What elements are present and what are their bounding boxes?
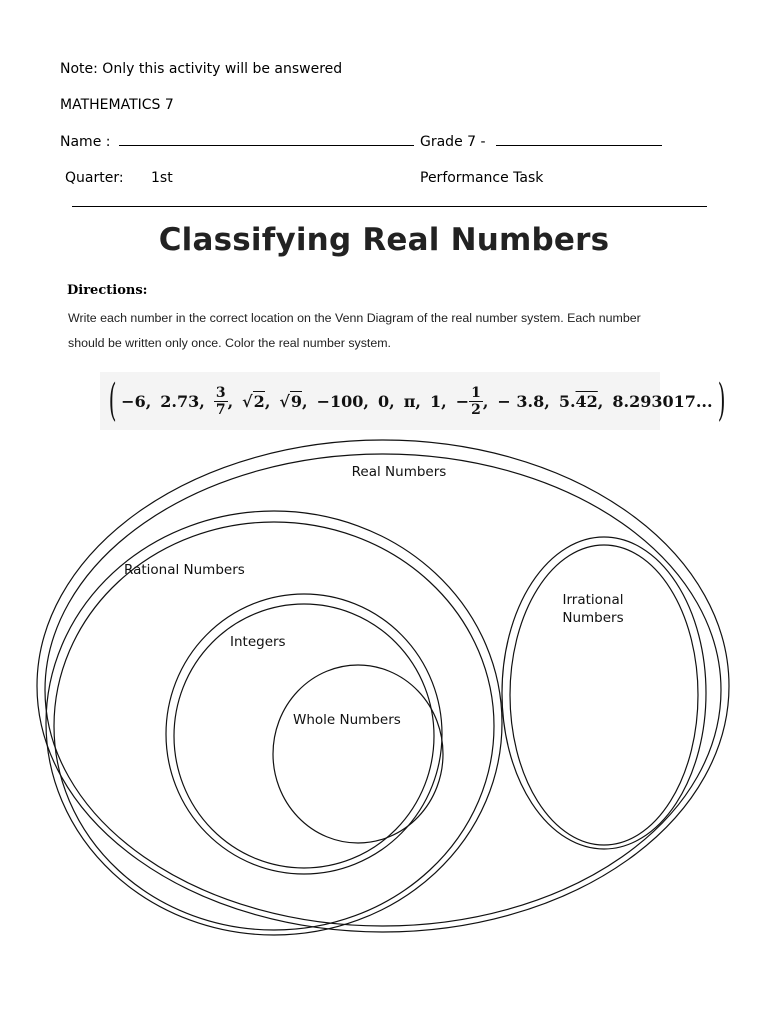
number-item: − 3.8, <box>497 391 550 411</box>
open-paren-icon: ( <box>108 375 117 426</box>
irrational-numbers-label-line1: Irrational <box>562 592 624 608</box>
grade-row <box>420 133 662 150</box>
number-list <box>121 385 712 418</box>
integers-label: Integers <box>230 634 286 650</box>
number-item-fraction: − $\frac{1}{2}$ , <box>455 384 489 418</box>
page-title: Classifying Real Numbers <box>158 222 610 258</box>
integers-inner-ring <box>174 604 434 868</box>
grade-label: Grade 7 - <box>420 134 486 150</box>
number-item: 8.293017... <box>612 391 713 411</box>
whole-numbers-circle <box>273 665 443 843</box>
number-item: −100, <box>316 391 369 411</box>
directions-label: Directions: <box>67 283 148 298</box>
close-paren-icon: ) <box>717 375 726 426</box>
rational-numbers-label: Rational Numbers <box>124 562 245 578</box>
number-item: π, <box>403 391 421 411</box>
number-item-sqrt: √ 2 , <box>242 391 271 411</box>
number-item-repeating: 5. 42 , <box>558 391 604 411</box>
number-set <box>104 375 726 426</box>
name-blank[interactable] <box>119 133 414 146</box>
name-row <box>60 133 414 150</box>
number-item: 1, <box>429 391 447 411</box>
number-item: 2.73, <box>160 391 205 411</box>
irrational-numbers-inner-ring <box>510 545 698 845</box>
note-text: Note: Only this activity will be answered <box>60 61 343 77</box>
irrational-numbers-label-line2: Numbers <box>562 610 624 626</box>
subject-label: MATHEMATICS 7 <box>60 97 174 113</box>
name-label: Name : <box>60 134 111 150</box>
number-item: −6, <box>121 391 152 411</box>
real-numbers-label: Real Numbers <box>351 464 447 480</box>
number-item: 0, <box>378 391 395 411</box>
integers-circle <box>166 594 442 874</box>
real-numbers-ellipse <box>37 440 729 932</box>
number-item-sqrt: √ 9 , <box>279 391 308 411</box>
divider-line <box>72 206 707 207</box>
irrational-numbers-ellipse <box>502 537 706 849</box>
task-label: Performance Task <box>420 170 544 186</box>
quarter-value: 1st <box>151 170 173 186</box>
directions-text: Write each number in the correct location on the Venn Diagram of the real number system. Each number should be written only once. Color the real number system. <box>68 311 641 350</box>
whole-numbers-label: Whole Numbers <box>293 712 401 728</box>
number-item-fraction: $\frac{3}{7}$ , <box>215 384 234 418</box>
venn-diagram <box>0 430 768 970</box>
quarter-label: Quarter: <box>65 170 124 186</box>
real-numbers-inner-ring <box>45 454 721 926</box>
rational-numbers-inner-ring <box>54 522 494 930</box>
grade-blank[interactable] <box>496 133 662 146</box>
